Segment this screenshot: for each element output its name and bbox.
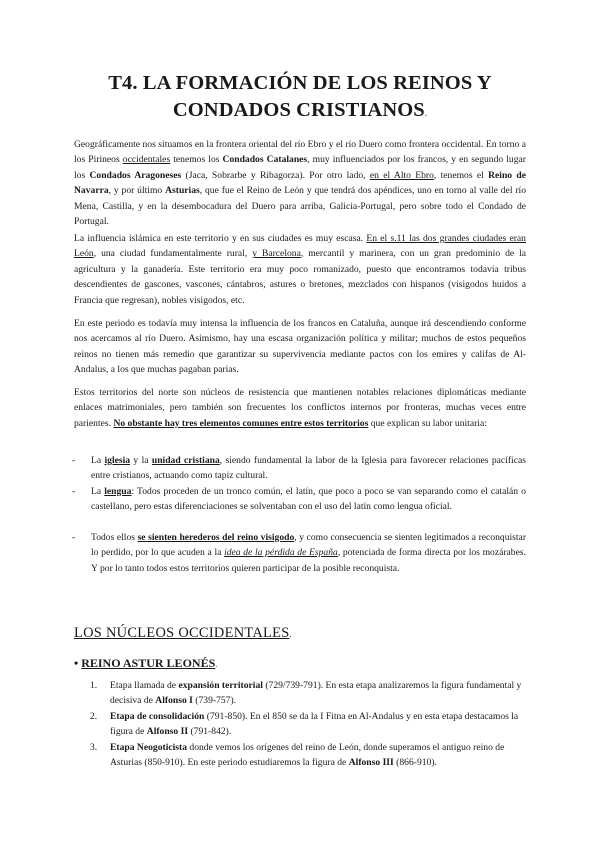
section-heading-dot: . xyxy=(289,630,292,639)
bold-text: expansión territorial xyxy=(178,680,263,691)
paragraph-geography xyxy=(74,137,526,229)
text: , y como consecuencia se sienten legitimados a reconquistar lo perdido, por lo que acuden a la xyxy=(91,532,527,559)
section-heading xyxy=(74,623,292,645)
text: , siendo fundamental la labor de la Iglesia para favorecer relaciones pacíficas entre cristianos, actuando como tapiz cultural. xyxy=(91,455,526,482)
bold-text: Reino de Navarra xyxy=(74,169,526,197)
bullet-item-language xyxy=(72,484,526,515)
list-item-neogoticista xyxy=(90,740,526,771)
text: donde vemos los orígenes del reino de León, donde superamos el antiguo reino de Asturias (850-910). En este periodo estudiaremos la figura de xyxy=(110,742,505,769)
text: que explican su labor unitaria: xyxy=(368,417,487,429)
list-item-expansion xyxy=(90,678,526,709)
text: Geográficamente nos situamos en la frontera oriental del río Ebro y el río Duero como frontera occidental. En torno a los Pirineos xyxy=(74,139,526,166)
underlined-text: en el Alto Ebro xyxy=(369,169,434,181)
subsection-heading-dot: . xyxy=(215,660,218,669)
list-item-consolidation xyxy=(90,709,526,740)
title-line-2: CONDADOS CRISTIANOS xyxy=(172,99,425,121)
text: , y por último xyxy=(108,185,166,197)
bullet-item-visigoth-heirs xyxy=(72,530,527,576)
text: , que fue el Reino de León y que tendrá dos apéndices, uno en torno al valle del río Mena, Castilla, y en la desembocadura del Duero para arriba, Galicia-Portugal, pero sobre todo el Condado de Portugal. xyxy=(74,185,526,228)
list-number: 3. xyxy=(90,742,98,753)
text: , potenciada de forma directa por los mozárabes. Y por lo tanto todos estos territorios quieren participar de la posible reconquista. xyxy=(91,547,526,574)
text: (739-757). xyxy=(192,695,237,707)
text: (729/739-791). En esta etapa analizaremos la figura fundamental y decisiva de xyxy=(110,680,522,707)
italic-underlined-text: idea de la pérdida de España xyxy=(224,547,338,559)
list-number: 1. xyxy=(90,680,98,691)
paragraph-northern-territories xyxy=(74,385,526,431)
text: Etapa llamada de xyxy=(110,680,179,691)
underlined-text: y Barcelona xyxy=(252,248,301,260)
bold-underlined-text: No obstante hay tres elementos comunes entre estos territorios xyxy=(113,417,369,429)
text: (791-842). xyxy=(188,726,232,738)
bold-text: Alfonso I xyxy=(155,695,193,707)
paragraph-frankish-influence: En este periodo es todavía muy intensa la influencia de los francos en Cataluña, aunque irá descendiendo conforme nos acercamos al río Duero. Asimismo, hay una escasa organización política y militar; muchos de estos pequeños reinos no tienen más remedio que garantizar su supervivencia mediante pactos con los emires y califas de Al-Andalus, a los que muchas pagaban parias. xyxy=(74,318,526,376)
bold-underlined-text: lengua xyxy=(104,486,132,497)
dash-marker: - xyxy=(72,532,76,543)
dash-marker: - xyxy=(72,455,76,466)
bold-text: Alfonso II xyxy=(146,726,189,738)
text: (Jaca, Sobrarbe y Ribagorza). Por otro lado, xyxy=(181,169,370,181)
text: Todos ellos xyxy=(91,532,138,543)
text: , una ciudad fundamentalmente rural, xyxy=(93,248,253,260)
bold-text: Condados Catalanes xyxy=(222,154,308,166)
text: (866-910). xyxy=(393,757,437,769)
text: La xyxy=(91,455,105,466)
bold-underlined-text: iglesia xyxy=(104,455,131,466)
list-number: 2. xyxy=(90,711,98,722)
bullet-item-church xyxy=(72,453,526,484)
text: , muy influenciados por los francos, y en segundo lugar los xyxy=(74,154,526,181)
bold-text: Etapa de consolidación xyxy=(110,711,205,722)
bold-text: Etapa Neogoticista xyxy=(110,742,188,753)
text: La xyxy=(91,486,105,497)
bold-text: Alfonso III xyxy=(348,757,394,769)
underlined-text: En el s.11 las dos grandes ciudades eran León xyxy=(74,233,526,260)
bold-text: Condados Aragoneses xyxy=(89,169,182,181)
paragraph-islamic-influence xyxy=(74,231,526,308)
text: y la xyxy=(130,455,152,466)
dash-marker: - xyxy=(72,486,76,497)
text: , mercantil y marinera, con un gran predominio de la agricultura y la ganadería. Este territorio era muy poco romanizado, puesto que encontramos todavía tribus descendientes de gascones, vascones, cántabros, astures o bretones, mezclados con hispanos (visigodos huidos a Francia que regresan), nobles visigodos, etc. xyxy=(74,248,526,306)
subsection-heading xyxy=(74,654,217,674)
text: : Todos proceden de un tronco común, el latín, que poco a poco se van separando como el catalán o castellano, pero estas diferenciaciones se solventaban con el uso del latín como lengua oficial. xyxy=(91,486,526,513)
text: Estos territorios del norte son núcleos de resistencia que mantienen notables relaciones diplomáticas mediante enlaces matrimoniales, pero también son frecuentes los conflictos internos por fronteras, muchas veces entre parientes. xyxy=(74,387,526,429)
text: La influencia islámica en este territorio y en sus ciudades es muy escasa. xyxy=(74,233,367,244)
text: , tenemos el xyxy=(433,169,489,181)
title-line-1: T4. LA FORMACIÓN DE LOS REINOS Y xyxy=(108,72,492,94)
section-heading-text: LOS NÚCLEOS OCCIDENTALES xyxy=(74,625,290,641)
bold-text: Asturias xyxy=(165,185,200,197)
bold-underlined-text: se sienten herederos del reino visigodo xyxy=(137,532,295,543)
underlined-text: occidentales xyxy=(122,154,171,166)
title-dot: . xyxy=(424,108,428,118)
text: tenemos los xyxy=(170,154,223,166)
bullet-icon: • xyxy=(74,656,79,670)
bold-underlined-text: unidad cristiana xyxy=(151,455,220,466)
page-title xyxy=(60,70,540,127)
subsection-heading-text: REINO ASTUR LEONÉS xyxy=(81,656,216,670)
text: (791-850). En el 850 se da la I Fitna en Al-Andalus y en esta etapa destacamos la figura de xyxy=(110,711,519,738)
